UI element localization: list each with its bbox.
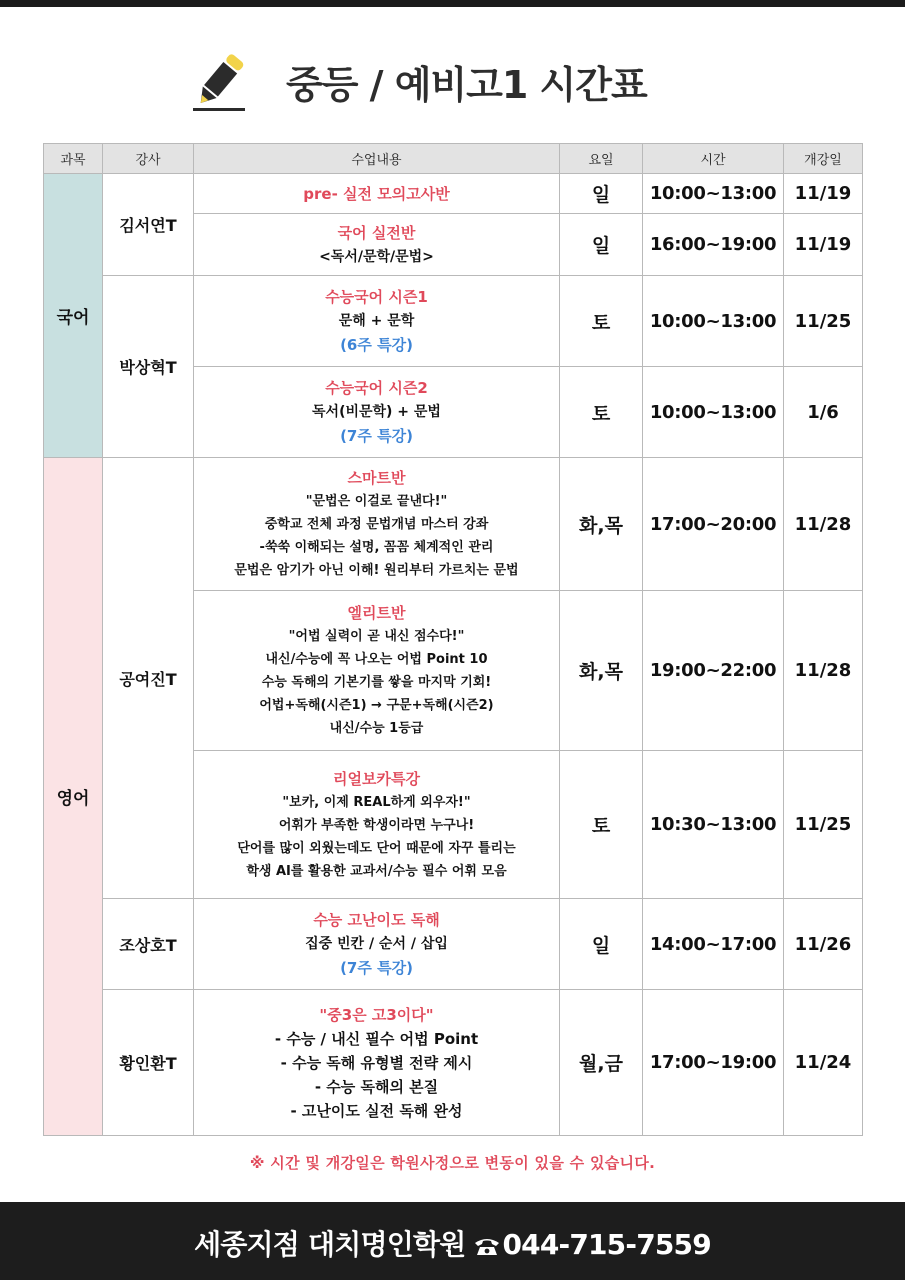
content-cell xyxy=(194,174,560,214)
class-description-line: 문법은 암기가 아닌 이해! 원리부터 가르치는 문법 xyxy=(234,563,519,578)
day-cell: 토 xyxy=(560,751,643,899)
start-date-cell: 11/19 xyxy=(784,174,863,214)
header xyxy=(0,40,905,120)
column-header-subject: 과목 xyxy=(44,144,103,174)
class-description-line: 단어를 많이 외웠는데도 단어 때문에 자꾸 틀리는 xyxy=(237,840,516,856)
class-note: (7주 특강) xyxy=(340,427,413,445)
content-cell xyxy=(194,367,560,458)
class-title: "중3은 고3이다" xyxy=(319,1005,434,1024)
content-cell xyxy=(194,751,560,899)
teacher-cell: 박상혁T xyxy=(103,276,194,458)
day-cell: 화,목 xyxy=(560,591,643,751)
start-date-cell: 11/26 xyxy=(784,899,863,990)
footer-text xyxy=(0,1223,905,1263)
class-description-line: - 수능 독해의 본질 xyxy=(314,1077,439,1096)
teacher-cell: 조상호T xyxy=(103,899,194,990)
start-date-cell: 11/28 xyxy=(784,591,863,751)
content-cell xyxy=(194,276,560,367)
page-title: 중등 / 예비고1 시간표 xyxy=(286,63,647,107)
time-cell: 10:30~13:00 xyxy=(643,751,784,899)
day-cell: 일 xyxy=(560,174,643,214)
class-title: pre- 실전 모의고사반 xyxy=(303,184,450,203)
class-description-line: - 수능 독해 유형별 전략 제시 xyxy=(280,1053,473,1072)
class-description-line: 어휘가 부족한 학생이라면 누구나! xyxy=(278,817,475,833)
content-cell xyxy=(194,990,560,1136)
footer-academy-name: 세종지점 대치명인학원 xyxy=(194,1228,475,1261)
table-row xyxy=(44,899,863,990)
teacher-cell: 황인환T xyxy=(103,990,194,1136)
class-description-line: 중학교 전체 과정 문법개념 마스터 강좌 xyxy=(264,517,489,532)
schedule-table xyxy=(43,143,863,1136)
column-header-start-date: 개강일 xyxy=(784,144,863,174)
table-row xyxy=(44,990,863,1136)
time-cell: 17:00~19:00 xyxy=(643,990,784,1136)
class-title: 스마트반 xyxy=(347,469,406,487)
column-header-time: 시간 xyxy=(643,144,784,174)
table-header-row xyxy=(44,144,863,174)
start-date-cell: 11/28 xyxy=(784,458,863,591)
footer-phone-number: 044-715-7559 xyxy=(502,1228,711,1261)
class-description-line: "어법 실력이 곧 내신 점수다!" xyxy=(288,629,465,644)
table-row xyxy=(44,174,863,214)
top-bar xyxy=(0,0,905,7)
start-date-cell: 11/25 xyxy=(784,276,863,367)
table-row xyxy=(44,458,863,591)
class-description-line: "문법은 이걸로 끝낸다!" xyxy=(305,494,448,509)
time-cell: 10:00~13:00 xyxy=(643,367,784,458)
class-description-line: 내신/수능 1등급 xyxy=(329,721,424,736)
class-title: 엘리트반 xyxy=(347,604,406,622)
class-description-line: 문해 + 문학 xyxy=(338,313,415,329)
start-date-cell: 1/6 xyxy=(784,367,863,458)
time-cell: 19:00~22:00 xyxy=(643,591,784,751)
content-cell xyxy=(194,591,560,751)
column-header-content: 수업내용 xyxy=(194,144,560,174)
day-cell: 화,목 xyxy=(560,458,643,591)
footer xyxy=(0,1202,905,1280)
time-cell: 10:00~13:00 xyxy=(643,276,784,367)
day-cell: 토 xyxy=(560,367,643,458)
class-description-line: 수능 독해의 기본기를 쌓을 마지막 기회! xyxy=(261,675,492,690)
class-description-line: 내신/수능에 꼭 나오는 어법 Point 10 xyxy=(265,652,488,667)
class-description-line: "보카, 이제 REAL하게 외우자!" xyxy=(282,794,471,810)
start-date-cell: 11/19 xyxy=(784,214,863,276)
time-cell: 14:00~17:00 xyxy=(643,899,784,990)
table-row xyxy=(44,276,863,367)
class-description-line: <독서/문학/문법> xyxy=(319,248,434,265)
phone-icon xyxy=(474,1236,500,1256)
day-cell: 월,금 xyxy=(560,990,643,1136)
time-cell: 16:00~19:00 xyxy=(643,214,784,276)
teacher-cell: 공여진T xyxy=(103,458,194,899)
content-cell xyxy=(194,899,560,990)
class-description-line: - 수능 / 내신 필수 어법 Point xyxy=(274,1029,479,1048)
subject-cell-english: 영어 xyxy=(44,458,103,1136)
class-title: 수능국어 시즌1 xyxy=(325,288,428,306)
class-title: 국어 실전반 xyxy=(337,223,416,242)
teacher-cell: 김서연T xyxy=(103,174,194,276)
class-note: (7주 특강) xyxy=(340,959,413,977)
time-cell: 10:00~13:00 xyxy=(643,174,784,214)
notice-text: ※ 시간 및 개강일은 학원사정으로 변동이 있을 수 있습니다. xyxy=(249,1154,656,1172)
day-cell: 일 xyxy=(560,214,643,276)
class-description-line: 학생 AI를 활용한 교과서/수능 필수 어휘 모음 xyxy=(246,863,507,879)
column-header-day: 요일 xyxy=(560,144,643,174)
day-cell: 일 xyxy=(560,899,643,990)
class-description-line: 집중 빈칸 / 순서 / 삽입 xyxy=(305,936,448,952)
class-title: 수능 고난이도 독해 xyxy=(313,911,440,929)
start-date-cell: 11/25 xyxy=(784,751,863,899)
column-header-teacher: 강사 xyxy=(103,144,194,174)
content-cell xyxy=(194,214,560,276)
content-cell xyxy=(194,458,560,591)
class-description-line: 어법+독해(시즌1) → 구문+독해(시즌2) xyxy=(259,698,494,713)
class-description-line: -쑥쑥 이해되는 설명, 꼼꼼 체계적인 관리 xyxy=(259,540,494,555)
start-date-cell: 11/24 xyxy=(784,990,863,1136)
pencil-icon xyxy=(190,48,250,112)
class-description-line: - 고난이도 실전 독해 완성 xyxy=(290,1101,463,1120)
time-cell: 17:00~20:00 xyxy=(643,458,784,591)
class-note: (6주 특강) xyxy=(340,336,413,354)
class-title: 리얼보카특강 xyxy=(333,769,420,788)
class-description-line: 독서(비문학) + 문법 xyxy=(312,404,441,420)
day-cell: 토 xyxy=(560,276,643,367)
subject-cell-korean: 국어 xyxy=(44,174,103,458)
class-title: 수능국어 시즌2 xyxy=(325,379,428,397)
